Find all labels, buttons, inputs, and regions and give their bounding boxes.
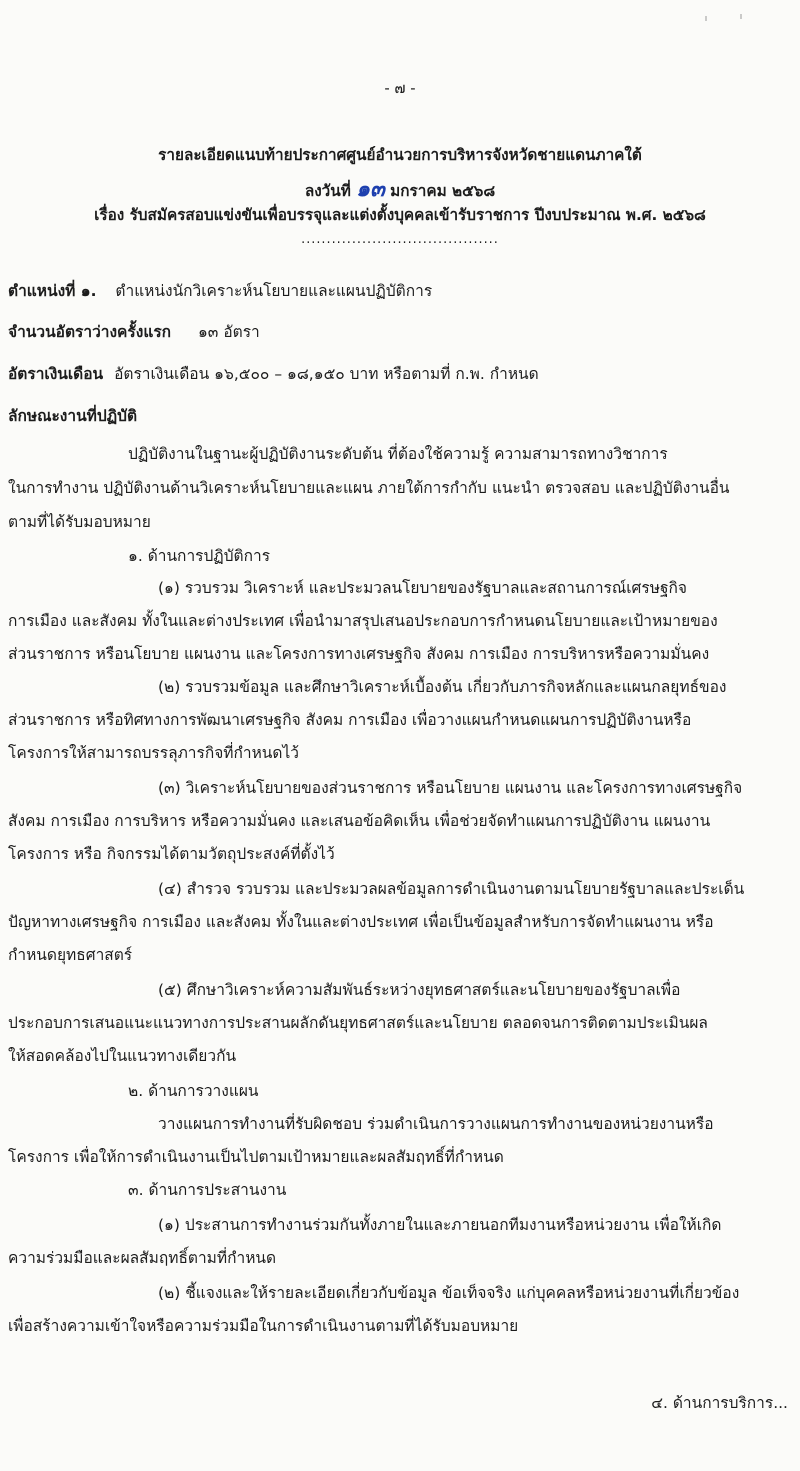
vacancies-label: จำนวนอัตราว่างครั้งแรก (8, 323, 172, 341)
body-line: (๑) ประสานการทำงานร่วมกันทั้งภายในและภายนอกทีมงานหรือหน่วยงาน เพื่อให้เกิด (158, 1216, 722, 1234)
body-line: ให้สอดคล้องไปในแนวทางเดียวกัน (8, 1047, 237, 1065)
body-line: ส่วนราชการ หรือทิศทางการพัฒนาเศรษฐกิจ สังคม การเมือง เพื่อวางแผนกำหนดแผนการปฏิบัติงานหรือ (8, 711, 692, 729)
body-line: (๒) ชี้แจงและให้รายละเอียดเกี่ยวกับข้อมูล ข้อเท็จจริง แก่บุคคลหรือหน่วยงานที่เกี่ยวข้อง (158, 1284, 740, 1302)
body-line: กำหนดยุทธศาสตร์ (8, 946, 133, 964)
body-line: ส่วนราชการ หรือนโยบาย แผนงาน และโครงการทางเศรษฐกิจ สังคม การเมือง การบริหารหรือความมั่นคง (8, 645, 710, 663)
scan-speck (740, 14, 742, 19)
header-date-line (5, 171, 795, 206)
vacancies-value: ๑๓ อัตรา (197, 323, 260, 341)
body-line: เพื่อสร้างความเข้าใจหรือความร่วมมือในการดำเนินงานตามที่ได้รับมอบหมาย (8, 1317, 519, 1335)
page-number: - ๗ - (384, 79, 416, 97)
body-line: (๓) วิเคราะห์นโยบายของส่วนราชการ หรือนโยบาย แผนงาน และโครงการทางเศรษฐกิจ (158, 779, 743, 797)
body-line: โครงการ หรือ กิจกรรมได้ตามวัตถุประสงค์ที่ตั้งไว้ (8, 845, 335, 863)
body-line: ปัญหาทางเศรษฐกิจ การเมือง และสังคม ทั้งในและต่างประเทศ เพื่อเป็นข้อมูลสำหรับการจัดทำแผนงาน หรือ (8, 913, 714, 931)
section-heading: ๑. ด้านการปฏิบัติการ (128, 547, 271, 565)
vacancies-row (8, 319, 260, 344)
body-line: สังคม การเมือง การบริหาร หรือความมั่นคง และเสนอข้อคิดเห็น เพื่อช่วยจัดทำแผนการปฏิบัติงาน แผนงาน (8, 812, 711, 830)
body-line: ตามที่ได้รับมอบหมาย (8, 513, 151, 531)
body-line: การเมือง และสังคม ทั้งในและต่างประเทศ เพื่อนำมาสรุปเสนอประกอบการกำหนดนโยบายและเป้าหมายของ (8, 612, 718, 630)
salary-label: อัตราเงินเดือน (8, 365, 104, 383)
body-line: (๔) สำรวจ รวบรวม และประมวลผลข้อมูลการดำเนินงานตามนโยบายรัฐบาลและประเด็น (158, 880, 745, 898)
body-line: โครงการให้สามารถบรรลุภารกิจที่กำหนดไว้ (8, 744, 299, 762)
header-separator: ....................................... (301, 232, 499, 247)
body-line: ความร่วมมือและผลสัมฤทธิ์ตามที่กำหนด (8, 1249, 277, 1267)
section-heading: ๒. ด้านการวางแผน (128, 1082, 259, 1100)
date-suffix: มกราคม ๒๕๖๘ (390, 182, 496, 200)
body-line: (๑) รวบรวม วิเคราะห์ และประมวลนโยบายของรัฐบาลและสถานการณ์เศรษฐกิจ (158, 579, 687, 597)
salary-row (8, 361, 539, 386)
salary-value: อัตราเงินเดือน ๑๖,๕๐๐ – ๑๘,๑๕๐ บาท หรือตามที่ ก.พ. กำหนด (114, 365, 539, 383)
body-line: (๕) ศึกษาวิเคราะห์ความสัมพันธ์ระหว่างยุทธศาสตร์และนโยบายของรัฐบาลเพื่อ (158, 981, 681, 999)
body-line: (๒) รวบรวมข้อมูล และศึกษาวิเคราะห์เบื้องต้น เกี่ยวกับภารกิจหลักและแผนกลยุทธ์ของ (158, 678, 727, 696)
body-line: ประกอบการเสนอแนะแนวทางการประสานผลักดันยุทธศาสตร์และนโยบาย ตลอดจนการติดตามประเมินผล (8, 1014, 708, 1032)
body-line: ในการทำงาน ปฏิบัติงานด้านวิเคราะห์นโยบายและแผน ภายใต้การกำกับ แนะนำ ตรวจสอบ และปฏิบัติงานอื่น (8, 479, 730, 497)
continuation-marker: ๔. ด้านการบริการ... (651, 1394, 788, 1412)
body-line: ปฏิบัติงานในฐานะผู้ปฏิบัติงานระดับต้น ที่ต้องใช้ความรู้ ความสามารถทางวิชาการ (128, 445, 668, 463)
position-value: ตำแหน่งนักวิเคราะห์นโยบายและแผนปฏิบัติการ (115, 282, 433, 300)
header-line-1: รายละเอียดแนบท้ายประกาศศูนย์อำนวยการบริหารจังหวัดชายแดนภาคใต้ (158, 146, 642, 164)
section-heading: ๓. ด้านการประสานงาน (128, 1181, 287, 1199)
date-prefix: ลงวันที่ (304, 182, 351, 200)
scan-speck (705, 16, 707, 21)
handwritten-day: ๑๓ (356, 176, 385, 202)
duties-title: ลักษณะงานที่ปฏิบัติ (8, 407, 138, 425)
position-label: ตำแหน่งที่ ๑. (8, 282, 97, 300)
body-line: โครงการ เพื่อให้การดำเนินงานเป็นไปตามเป้าหมายและผลสัมฤทธิ์ที่กำหนด (8, 1148, 504, 1166)
header-subject: เรื่อง รับสมัครสอบแข่งขันเพื่อบรรจุและแต่งตั้งบุคคลเข้ารับราชการ ปีงบประมาณ พ.ศ. ๒๕๖๘ (94, 206, 706, 224)
body-line: วางแผนการทำงานที่รับผิดชอบ ร่วมดำเนินการวางแผนการทำงานของหน่วยงานหรือ (158, 1115, 714, 1133)
position-row (8, 278, 432, 303)
